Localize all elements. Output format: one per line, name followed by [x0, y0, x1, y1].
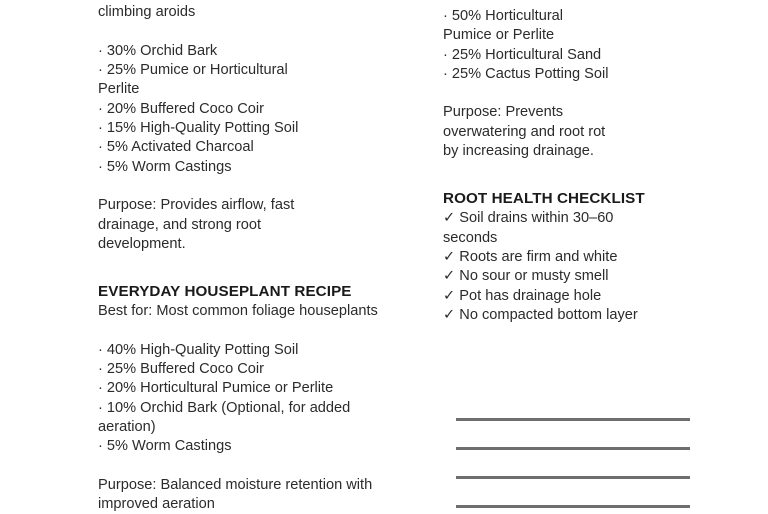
- succulent-recipe-section: [443, 7, 743, 161]
- aroid-purpose-line-3: development.: [98, 235, 186, 252]
- list-item: aeration): [98, 418, 156, 435]
- everyday-purpose-line-1: Purpose: Balanced moisture retention with: [98, 476, 373, 493]
- note-line-3: [456, 476, 690, 479]
- note-line-4: [456, 505, 690, 508]
- list-item: · 20% Horticultural Pumice or Perlite: [98, 380, 334, 397]
- spacer: [98, 23, 430, 42]
- succulent-purpose-line-1: Purpose: Prevents: [443, 104, 564, 121]
- everyday-recipe-heading: EVERYDAY HOUSEPLANT RECIPE: [98, 283, 352, 301]
- list-item: · 25% Pumice or Horticultural: [98, 62, 288, 79]
- list-item: Perlite: [98, 81, 140, 98]
- right-column: [443, 7, 743, 325]
- list-item: · 5% Worm Castings: [98, 438, 232, 455]
- list-item: · 25% Cactus Potting Soil: [443, 65, 609, 82]
- list-item: · 25% Horticultural Sand: [443, 46, 602, 63]
- succulent-purpose-line-3: by increasing drainage.: [443, 143, 594, 160]
- everyday-purpose-line-2: improved aeration: [98, 496, 215, 513]
- root-health-checklist-section: [443, 189, 743, 325]
- checklist-item: ✓ Pot has drainage hole: [443, 287, 602, 304]
- aroid-ingredient-list: [98, 42, 430, 177]
- aroid-purpose-line-1: Purpose: Provides airflow, fast: [98, 197, 295, 214]
- spacer: [443, 84, 743, 103]
- list-item: · 10% Orchid Bark (Optional, for added: [98, 399, 351, 416]
- list-item: · 25% Buffered Coco Coir: [98, 361, 265, 378]
- list-item: · 40% High-Quality Potting Soil: [98, 341, 299, 358]
- list-item: · 30% Orchid Bark: [98, 42, 218, 59]
- list-item: Pumice or Perlite: [443, 27, 555, 44]
- succulent-purpose-line-2: overwatering and root rot: [443, 123, 606, 140]
- list-item: · 5% Worm Castings: [98, 158, 232, 175]
- spacer: [98, 177, 430, 196]
- aroid-best-for-line-2: climbing aroids: [98, 4, 196, 21]
- list-item: · 20% Buffered Coco Coir: [98, 100, 265, 117]
- checklist-item: ✓ No compacted bottom layer: [443, 306, 638, 323]
- aroid-recipe-section: [98, 0, 430, 254]
- everyday-best-for: Best for: Most common foliage houseplants: [98, 303, 378, 320]
- aroid-purpose-line-2: drainage, and strong root: [98, 216, 262, 233]
- list-item: · 5% Activated Charcoal: [98, 139, 254, 156]
- left-column: [98, 0, 430, 514]
- root-health-checklist-items: [443, 209, 743, 325]
- everyday-ingredient-list: [98, 341, 430, 457]
- succulent-ingredient-list: [443, 7, 743, 84]
- spacer: [98, 457, 430, 476]
- note-line-2: [456, 447, 690, 450]
- checklist-item: seconds: [443, 229, 498, 246]
- note-line-1: [456, 418, 690, 421]
- root-health-checklist-heading: ROOT HEALTH CHECKLIST: [443, 190, 645, 208]
- checklist-item: ✓ Soil drains within 30–60: [443, 210, 614, 227]
- list-item: · 15% High-Quality Potting Soil: [98, 120, 299, 137]
- checklist-item: ✓ No sour or musty smell: [443, 268, 609, 285]
- everyday-recipe-section: [98, 282, 430, 514]
- list-item: · 50% Horticultural: [443, 8, 564, 24]
- spacer: [98, 321, 430, 340]
- spacer: [443, 161, 743, 189]
- note-lines-group: [456, 418, 690, 508]
- spacer: [98, 254, 430, 282]
- checklist-item: ✓ Roots are firm and white: [443, 248, 618, 265]
